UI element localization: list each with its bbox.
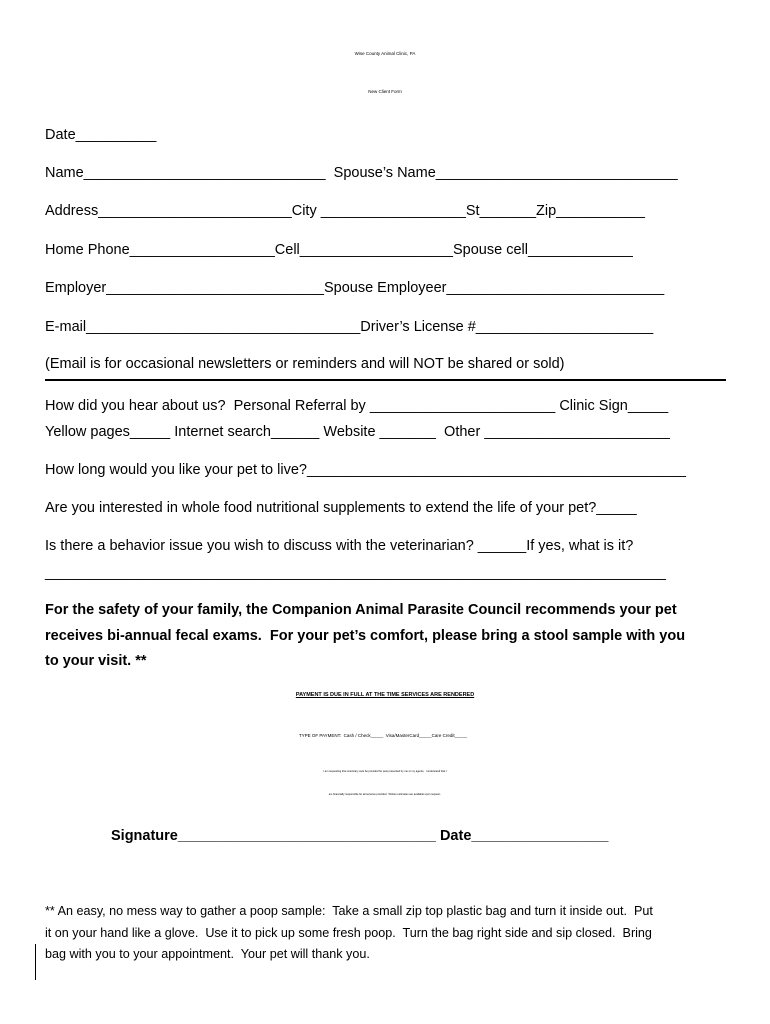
payment-heading: PAYMENT IS DUE IN FULL AT THE TIME SERVICES ARE RENDERED xyxy=(295,692,475,698)
phone-row[interactable]: Home Phone__________________Cell___________________Spouse cell_____________ xyxy=(45,242,633,258)
behavior-question[interactable]: Is there a behavior issue you wish to discuss with the veterinarian? ______If yes, what is it? xyxy=(45,538,634,554)
safety-notice-line3: to your visit. ** xyxy=(45,653,147,669)
address-row[interactable]: Address________________________City __________________St_______Zip___________ xyxy=(45,203,645,219)
date-field[interactable]: Date__________ xyxy=(45,127,157,143)
email-note: (Email is for occasional newsletters or reminders and will NOT be shared or sold) xyxy=(45,356,565,372)
safety-notice-line1: For the safety of your family, the Companion Animal Parasite Council recommends your pet xyxy=(45,602,677,618)
referral-question-line1[interactable]: How did you hear about us? Personal Referral by _______________________ Clinic Sign_____ xyxy=(45,398,669,414)
safety-notice-line2: receives bi-annual fecal exams. For your pet’s comfort, please bring a stool sample with you xyxy=(45,628,686,644)
footnote-line2: it on your hand like a glove. Use it to pick up some fresh poop. Turn the bag right side and sip closed. Bring xyxy=(45,926,652,940)
supplements-question[interactable]: Are you interested in whole food nutritional supplements to extend the life of your pet?_____ xyxy=(45,500,637,516)
clinic-name: Wise County Animal Clinic, PA xyxy=(354,51,416,56)
footnote-line3: bag with you to your appointment. Your pet will thank you. xyxy=(45,947,370,961)
name-row[interactable]: Name______________________________ Spouse’s Name______________________________ xyxy=(45,165,678,181)
agreement-line2: am financially responsible for all services provided. Written estimates are available upon request.. xyxy=(328,793,442,796)
payment-type-line[interactable]: TYPE OF PAYMENT: Cash / Check_____ Visa/MasterCard_____Care Credit_____ xyxy=(298,733,468,738)
agreement-line1: I am requesting that veterinary care be provided for pets presented by me or my agents. I understand that I xyxy=(323,770,447,773)
referral-question-line2[interactable]: Yellow pages_____ Internet search______ Website _______ Other _______________________ xyxy=(45,424,670,440)
footnote-line1: ** An easy, no mess way to gather a poop sample: Take a small zip top plastic bag and turn it inside out. Put xyxy=(45,904,653,918)
pet-lifespan-question[interactable]: How long would you like your pet to live?_______________________________________________ xyxy=(45,462,686,478)
employer-row[interactable]: Employer___________________________Spouse Employeer___________________________ xyxy=(45,280,665,296)
margin-bar xyxy=(35,944,36,980)
form-title: New Client Form xyxy=(368,89,402,94)
email-row[interactable]: E-mail__________________________________Driver’s License #______________________ xyxy=(45,319,654,335)
behavior-answer-blank[interactable]: _____________________________________________________________________________ xyxy=(45,565,666,581)
section-divider xyxy=(45,379,726,381)
signature-date-line[interactable]: Signature________________________________ Date_________________ xyxy=(111,828,609,844)
